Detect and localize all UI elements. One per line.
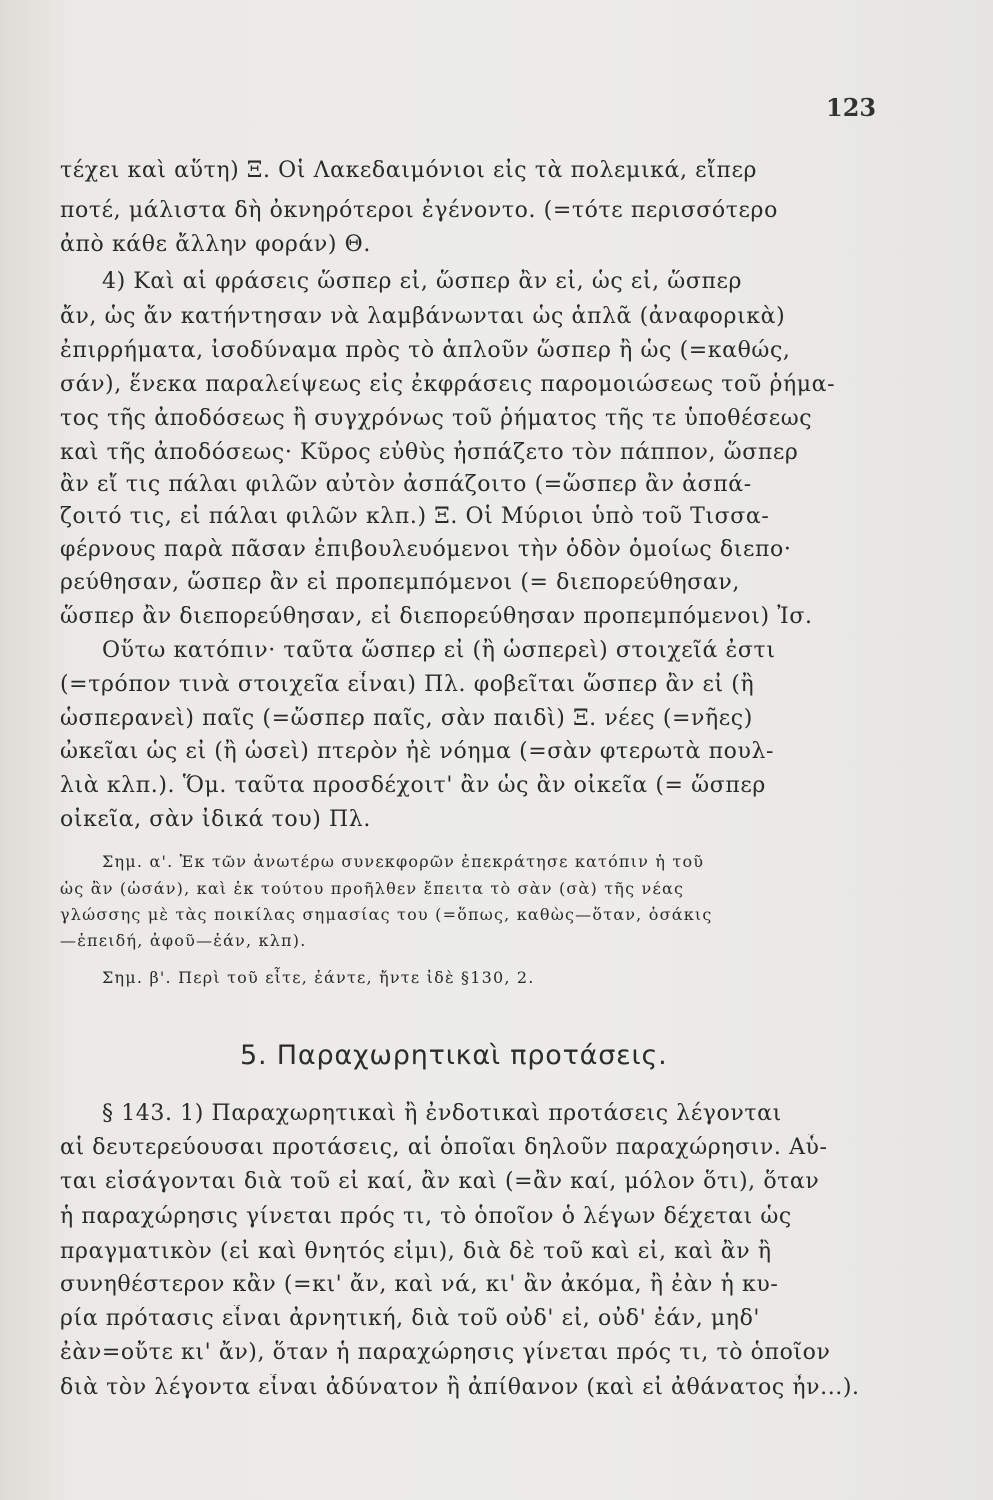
section-line: διὰ τὸν λέγοντα εἶναι ἀδύνατον ἢ ἀπίθανον (καὶ εἰ ἀθάνατος ἦν...). — [60, 1375, 860, 1400]
text-line: ἐπιρρήματα, ἰσοδύναμα πρὸς τὸ ἁπλοῦν ὥσπερ ἢ ὡς (=καθώς, — [60, 338, 791, 363]
text-line: ἄν, ὡς ἄν κατήντησαν νὰ λαμβάνωνται ὡς ἁπλᾶ (ἀναφορικὰ) — [60, 304, 786, 329]
section-line: ἡ παραχώρησις γίνεται πρός τι, τὸ ὁποῖον ὁ λέγων δέχεται ὡς — [60, 1204, 792, 1229]
text-line: ὡσπερανεὶ) παῖς (=ὥσπερ παῖς, σὰν παιδὶ) Ξ. νέες (=νῆες) — [60, 706, 753, 731]
section-line: συνηθέστερον κἂν (=κι' ἄν, καὶ νά, κι' ἂν ἀκόμα, ἢ ἐὰν ἡ κυ- — [60, 1272, 779, 1297]
note-line: Σημ. β'. Περὶ τοῦ εἶτε, ἐάντε, ἤντε ἰδὲ §130, 2. — [102, 968, 535, 987]
text-line: σάν), ἕνεκα παραλείψεως εἰς ἐκφράσεις παρομοιώσεως τοῦ ῥήμα- — [60, 372, 836, 397]
text-line: οἰκεῖα, σὰν ἰδικά του) Πλ. — [60, 807, 371, 832]
text-line: τος τῆς ἀποδόσεως ἢ συγχρόνως τοῦ ῥήματος τῆς τε ὑποθέσεως — [60, 406, 813, 431]
text-line: (=τρόπον τινὰ στοιχεῖα εἶναι) Πλ. φοβεῖται ὥσπερ ἂν εἰ (ἢ — [60, 672, 755, 697]
text-line: 4) Καὶ αἱ φράσεις ὥσπερ εἰ, ὥσπερ ἂν εἰ, ὡς εἰ, ὥσπερ — [102, 269, 743, 294]
text-line: ὥσπερ ἂν διεπορεύθησαν, εἰ διεπορεύθησαν προπεμπόμενοι) Ἰσ. — [60, 604, 813, 629]
page-number: 123 — [826, 93, 877, 122]
text-line: ἀπὸ κάθε ἄλλην φοράν) Θ. — [60, 232, 371, 257]
text-line: Οὕτω κατόπιν· ταῦτα ὥσπερ εἰ (ἢ ὡσπερεὶ) στοιχεῖά ἐστι — [102, 638, 776, 663]
text-line: καὶ τῆς ἀποδόσεως· Κῦρος εὐθὺς ἠσπάζετο τὸν πάππον, ὥσπερ — [60, 440, 799, 465]
text-line: ποτέ, μάλιστα δὴ ὀκνηρότεροι ἐγένοντο. (=τότε περισσότερο — [60, 198, 778, 223]
text-line: τέχει καὶ αὕτη) Ξ. Οἱ Λακεδαιμόνιοι εἰς τὰ πολεμικά, εἴπερ — [60, 158, 757, 183]
section-line: ρία πρότασις εἶναι ἀρνητική, διὰ τοῦ οὐδ' εἰ, οὐδ' ἐάν, μηδ' — [60, 1306, 761, 1331]
text-line: ὠκεῖαι ὡς εἰ (ἢ ὡσεὶ) πτερὸν ἠὲ νόημα (=σὰν φτερωτὰ πουλ- — [60, 739, 775, 764]
section-heading: 5. Παραχωρητικαὶ προτάσεις. — [240, 1040, 668, 1071]
section-line: πραγματικὸν (εἰ καὶ θνητός εἰμι), διὰ δὲ τοῦ καὶ εἰ, καὶ ἂν ἢ — [60, 1239, 772, 1264]
section-line: § 143. 1) Παραχωρητικαὶ ἢ ἐνδοτικαὶ προτάσεις λέγονται — [102, 1101, 782, 1126]
section-line: ται εἰσάγονται διὰ τοῦ εἰ καί, ἂν καὶ (=ἂν καί, μόλον ὅτι), ὅταν — [60, 1169, 820, 1194]
note-line: —ἐπειδή, ἀφοῦ—ἐάν, κλπ). — [60, 931, 307, 950]
text-line: ζοιτό τις, εἰ πάλαι φιλῶν κλπ.) Ξ. Οἱ Μύριοι ὑπὸ τοῦ Τισσα- — [60, 504, 770, 529]
text-line: λιὰ κλπ.). Ὅμ. ταῦτα προσδέχοιτ' ἂν ὡς ἂν οἰκεῖα (= ὥσπερ — [60, 773, 766, 798]
section-line: αἱ δευτερεύουσαι προτάσεις, αἱ ὁποῖαι δηλοῦν παραχώρησιν. Αὗ- — [60, 1135, 828, 1160]
note-line: Σημ. α'. Ἐκ τῶν ἀνωτέρω συνεκφορῶν ἐπεκράτησε κατόπιν ἡ τοῦ — [102, 852, 705, 871]
note-line: ὡς ἂν (ὡσάν), καὶ ἐκ τούτου προῆλθεν ἔπειτα τὸ σὰν (σὰ) τῆς νέας — [60, 879, 685, 898]
note-line: γλώσσης μὲ τὰς ποικίλας σημασίας του (=ὅπως, καθὼς—ὅταν, ὁσάκις — [60, 905, 713, 924]
section-line: ἐὰν=οὔτε κι' ἄν), ὅταν ἡ παραχώρησις γίνεται πρός τι, τὸ ὁποῖον — [60, 1340, 831, 1365]
text-line: ἂν εἴ τις πάλαι φιλῶν αὐτὸν ἀσπάζοιτο (=ὥσπερ ἂν ἀσπά- — [60, 472, 752, 497]
text-line: ρεύθησαν, ὥσπερ ἂν εἰ προπεμπόμενοι (= διεπορεύθησαν, — [60, 570, 740, 595]
text-line: φέρνους παρὰ πᾶσαν ἐπιβουλευόμενοι τὴν ὁδὸν ὁμοίως διεπο· — [60, 537, 792, 562]
